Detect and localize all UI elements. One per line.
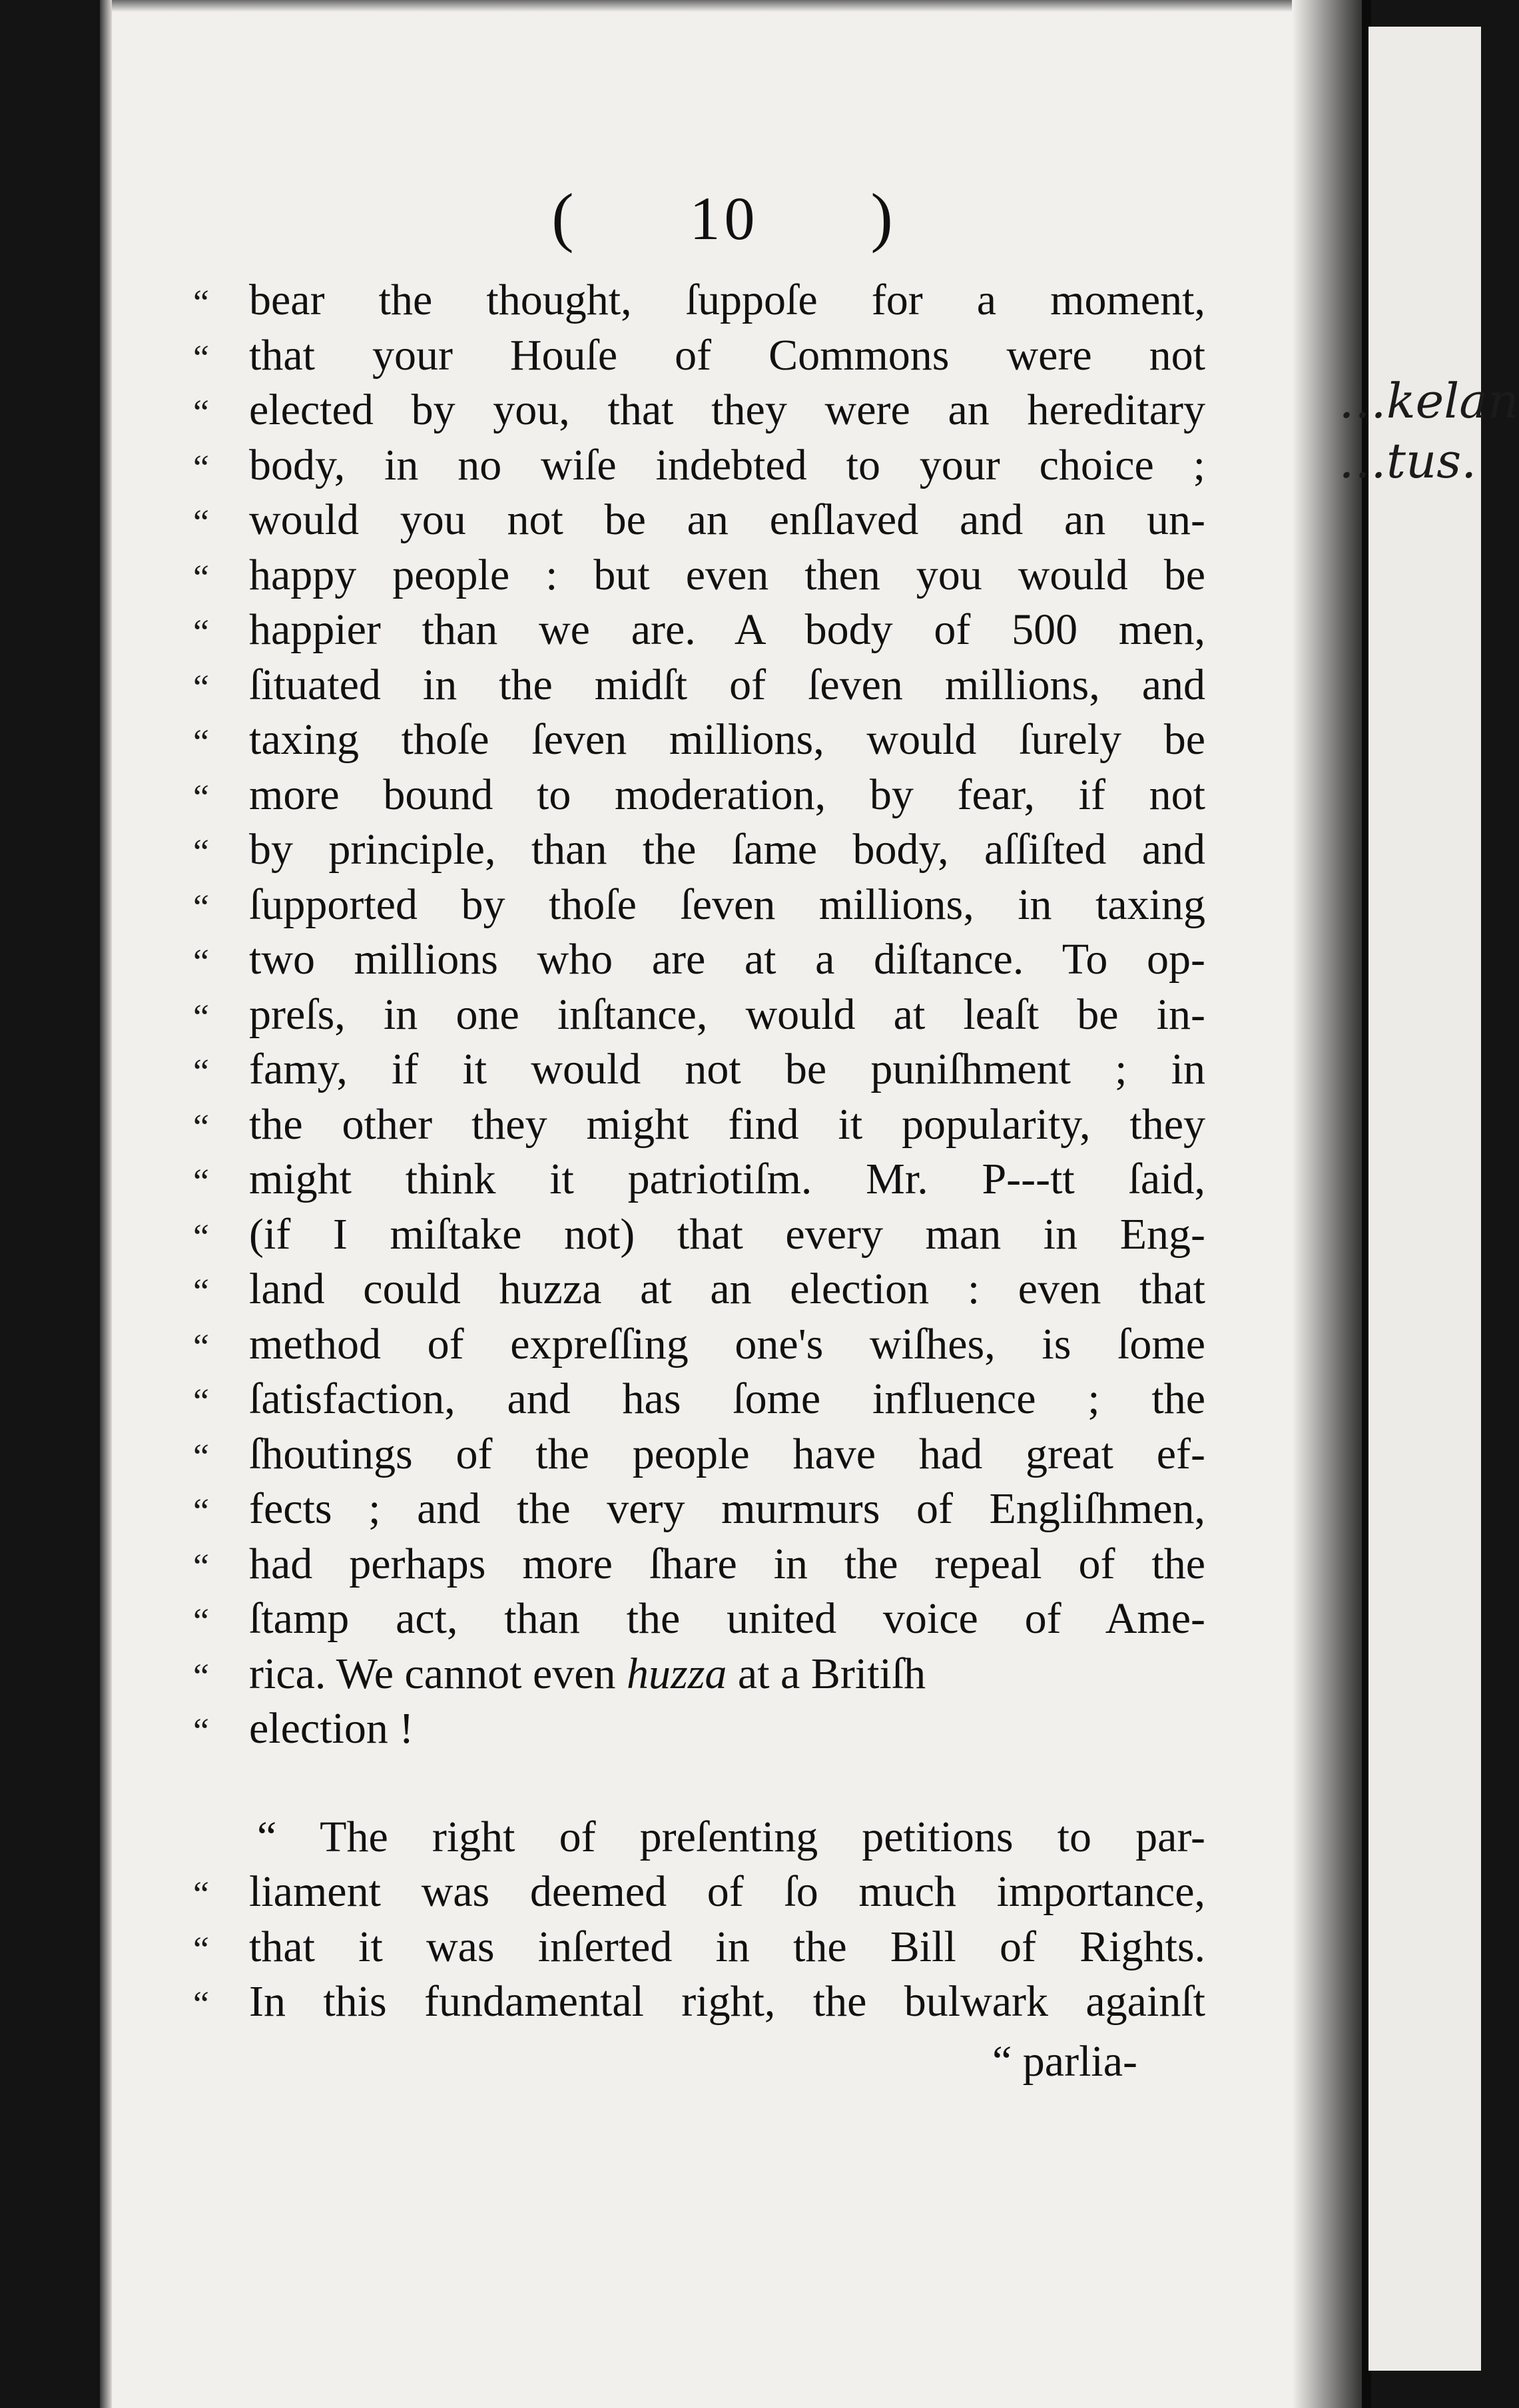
text-line <box>193 1920 1205 1975</box>
quote-mark: “ <box>193 1106 209 1147</box>
text-line <box>193 1317 1205 1372</box>
text-line <box>193 1701 1205 1757</box>
margin-note-line-2: …tus. <box>1339 433 1477 489</box>
quote-mark: “ <box>193 337 209 378</box>
line-text: more bound to moderation, by fear, if not <box>249 770 1205 819</box>
quote-mark: “ <box>193 1984 209 2024</box>
margin-note-line-1: …kelan <box>1339 373 1519 429</box>
italic-word: huzza <box>627 1649 727 1698</box>
line-text: ſupported by thoſe ſeven millions, in taxing <box>249 880 1205 929</box>
text-line <box>193 1262 1205 1317</box>
quote-mark: “ <box>193 667 209 707</box>
text-line <box>193 988 1205 1043</box>
line-text: two millions who are at a diſtance. To op- <box>249 935 1205 984</box>
text-line <box>193 878 1205 933</box>
line-text: bear the thought, ſuppoſe for a moment, <box>249 276 1205 324</box>
line-text: body, in no wiſe indebted to your choice ; <box>249 440 1205 489</box>
quote-mark: “ <box>193 1546 209 1586</box>
text-line <box>193 1647 1205 1702</box>
line-text: that your Houſe of Commons were not <box>249 330 1205 380</box>
quote-mark: “ <box>193 776 209 817</box>
quote-mark: “ <box>193 886 209 927</box>
text-line <box>193 1974 1205 2030</box>
text-line <box>193 768 1205 823</box>
text-line <box>193 658 1205 713</box>
quote-mark: “ <box>193 1381 209 1421</box>
text-line <box>193 328 1205 384</box>
text-line <box>193 1427 1205 1482</box>
line-text: happy people : but even then you would be <box>249 550 1205 599</box>
line-text: liament was deemed of ſo much importance, <box>249 1867 1205 1916</box>
quote-mark: “ <box>193 557 209 597</box>
line-text: preſs, in one inſtance, would at leaſt be in- <box>249 990 1205 1039</box>
line-text: ſatisfaction, and has ſome influence ; the <box>249 1374 1205 1423</box>
line-text: method of expreſſing one's wiſhes, is ſome <box>249 1319 1205 1368</box>
line-text: (if I miſtake not) that every man in Eng- <box>249 1209 1205 1259</box>
text-line <box>193 1865 1205 1920</box>
text-line <box>193 548 1205 603</box>
line-text: would you not be an enſlaved and an un- <box>249 495 1205 544</box>
line-text: had perhaps more ſhare in the repeal of the <box>249 1539 1205 1588</box>
quote-mark: “ <box>193 832 209 872</box>
header-open-paren: ( <box>551 180 578 254</box>
line-text-part: rica. We cannot even <box>249 1649 627 1698</box>
line-text: that it was inſerted in the Bill of Rights. <box>249 1922 1205 1971</box>
quote-mark: “ <box>193 1161 209 1201</box>
quote-mark: “ <box>193 1052 209 1091</box>
page-top-shadow <box>100 0 1349 12</box>
quote-mark: “ <box>193 447 209 487</box>
page-left-shadow <box>100 0 112 2408</box>
quote-mark: “ <box>193 392 209 432</box>
text-line <box>193 493 1205 548</box>
text-line <box>193 273 1205 328</box>
text-line <box>193 713 1205 768</box>
text-line <box>193 1482 1205 1537</box>
line-text: taxing thoſe ſeven millions, would ſurely be <box>249 715 1205 764</box>
book-gutter <box>1292 0 1365 2408</box>
line-text: election ! <box>249 1704 414 1753</box>
catchword: “ parlia- <box>992 2037 1138 2086</box>
paragraph-gap <box>193 1757 1205 1810</box>
quote-mark: “ <box>193 1271 209 1311</box>
line-text: famy, if it would not be puniſhment ; in <box>249 1045 1205 1093</box>
quote-mark: “ <box>193 1874 209 1914</box>
header-close-paren: ) <box>870 180 897 254</box>
quote-mark: “ <box>193 282 209 322</box>
page-number: 10 <box>689 184 759 252</box>
line-text: fects ; and the very murmurs of Engliſhmen, <box>249 1484 1205 1533</box>
quote-mark: “ <box>193 1929 209 1969</box>
text-line <box>193 1537 1205 1592</box>
text-line <box>193 1372 1205 1427</box>
line-text: In this fundamental right, the bulwark againſt <box>249 1977 1205 2026</box>
text-line <box>193 438 1205 493</box>
quote-mark: “ <box>193 942 209 982</box>
line-text: by principle, than the ſame body, aſſiſted and <box>249 825 1205 874</box>
text-line <box>193 1152 1205 1207</box>
text-line <box>193 1207 1205 1263</box>
line-text: ſhoutings of the people have had great ef- <box>249 1429 1205 1478</box>
quote-mark: “ <box>193 612 209 652</box>
line-text: land could huzza at an election : even that <box>249 1265 1205 1313</box>
text-line <box>193 1042 1205 1097</box>
text-line <box>193 603 1205 658</box>
quote-mark: “ <box>193 1711 209 1751</box>
line-text: happier than we are. A body of 500 men, <box>249 605 1205 654</box>
line-text: “ The right of preſenting petitions to par- <box>257 1812 1205 1861</box>
line-text: the other they might find it popularity, they <box>249 1099 1205 1149</box>
line-text: ſtamp act, than the united voice of Ame- <box>249 1594 1205 1643</box>
line-text: ſituated in the midſt of ſeven millions, and <box>249 660 1205 709</box>
quote-mark: “ <box>193 1491 209 1531</box>
text-line <box>193 383 1205 438</box>
quote-mark: “ <box>193 996 209 1037</box>
body-text <box>193 273 1205 2030</box>
text-line <box>193 1810 1205 1865</box>
page-header <box>100 178 1349 255</box>
line-text <box>249 1647 1205 1702</box>
quote-mark: “ <box>193 1601 209 1641</box>
text-line <box>193 1097 1205 1153</box>
quote-mark: “ <box>193 502 209 542</box>
quote-mark: “ <box>193 1216 209 1257</box>
quote-mark: “ <box>193 722 209 762</box>
text-line <box>193 932 1205 988</box>
text-line <box>193 822 1205 878</box>
line-text-part: at a Britiſh <box>727 1649 926 1698</box>
quote-mark: “ <box>193 1326 209 1366</box>
line-text: might think it patriotiſm. Mr. P---tt ſaid, <box>249 1155 1205 1203</box>
quote-mark: “ <box>193 1656 209 1696</box>
line-text: elected by you, that they were an hereditary <box>249 386 1205 434</box>
quote-mark: “ <box>193 1436 209 1476</box>
text-line <box>193 1592 1205 1647</box>
